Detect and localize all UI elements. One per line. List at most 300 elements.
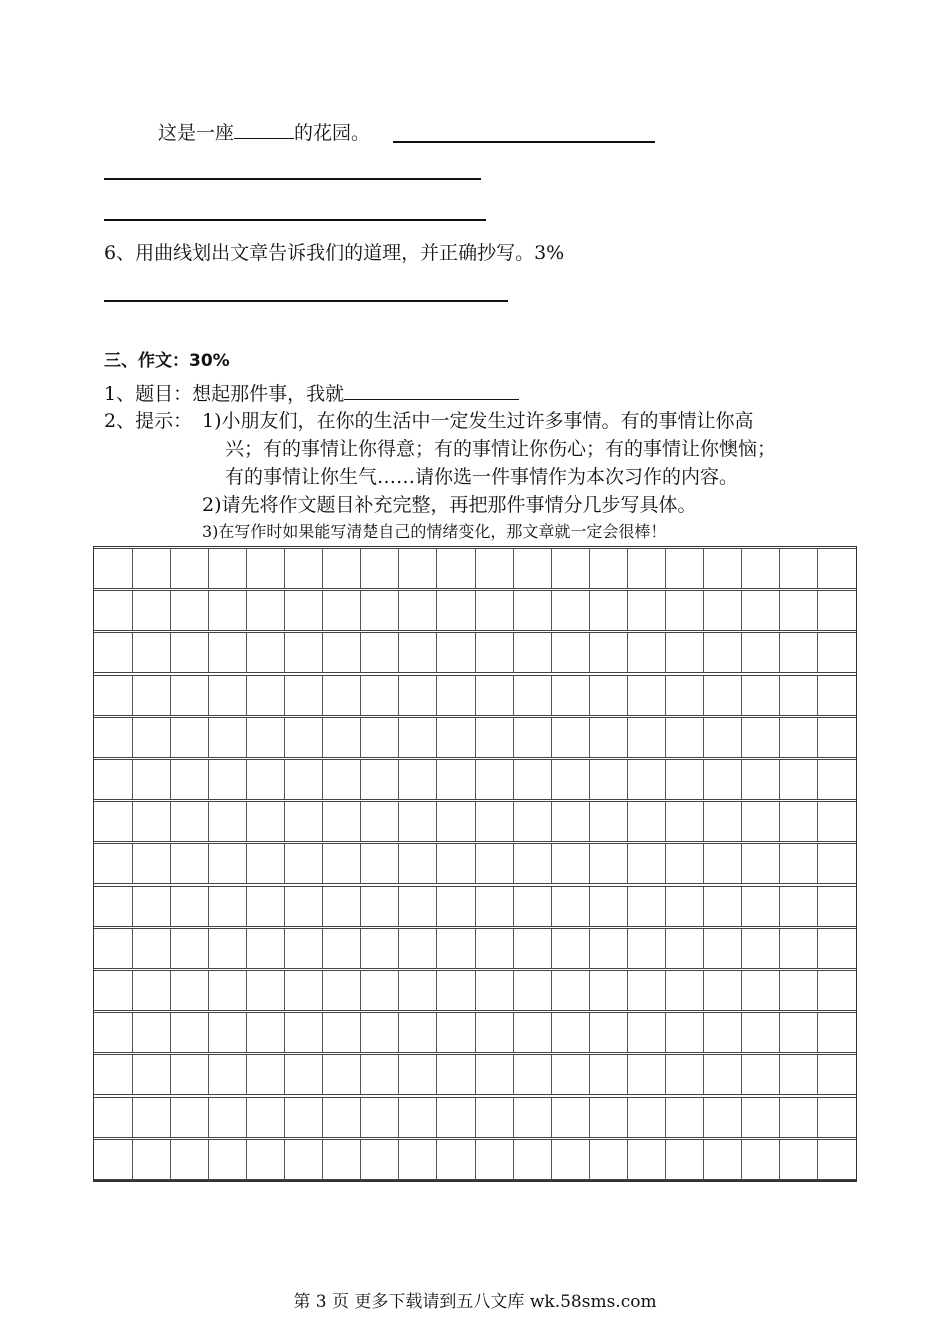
grid-cell[interactable] <box>779 760 780 799</box>
grid-cell[interactable] <box>360 676 361 715</box>
grid-cell[interactable] <box>475 1098 476 1137</box>
grid-cell[interactable] <box>817 549 818 588</box>
grid-cell[interactable] <box>627 549 628 588</box>
grid-cell[interactable] <box>398 844 399 883</box>
grid-cell[interactable] <box>284 549 285 588</box>
grid-cell[interactable] <box>589 633 590 672</box>
grid-cell[interactable] <box>627 887 628 926</box>
grid-cell[interactable] <box>589 1013 590 1052</box>
grid-cell[interactable] <box>665 1140 666 1179</box>
grid-cell[interactable] <box>436 971 437 1010</box>
grid-cell[interactable] <box>779 549 780 588</box>
grid-cell[interactable] <box>436 549 437 588</box>
grid-cell[interactable] <box>475 802 476 841</box>
grid-cell[interactable] <box>551 718 552 757</box>
grid-cell[interactable] <box>284 760 285 799</box>
grid-cell[interactable] <box>398 802 399 841</box>
grid-cell[interactable] <box>513 1013 514 1052</box>
grid-row <box>94 928 856 969</box>
grid-cell[interactable] <box>322 887 323 926</box>
grid-cell[interactable] <box>589 844 590 883</box>
grid-cell[interactable] <box>475 591 476 630</box>
grid-cell[interactable] <box>132 971 133 1010</box>
grid-cell[interactable] <box>322 1013 323 1052</box>
grid-cell[interactable] <box>475 549 476 588</box>
grid-cell[interactable] <box>779 887 780 926</box>
q5-answer-line-2[interactable] <box>104 178 481 180</box>
grid-cell[interactable] <box>360 887 361 926</box>
grid-cell[interactable] <box>627 760 628 799</box>
grid-cell[interactable] <box>436 760 437 799</box>
grid-cell[interactable] <box>513 760 514 799</box>
grid-cell[interactable] <box>475 971 476 1010</box>
grid-cell[interactable] <box>284 718 285 757</box>
grid-cell[interactable] <box>703 718 704 757</box>
grid-cell[interactable] <box>513 844 514 883</box>
grid-cell[interactable] <box>817 1013 818 1052</box>
grid-cell[interactable] <box>817 676 818 715</box>
grid-cell[interactable] <box>703 971 704 1010</box>
grid-cell[interactable] <box>170 1013 171 1052</box>
grid-cell[interactable] <box>817 1140 818 1179</box>
grid-cell[interactable] <box>132 591 133 630</box>
grid-cell[interactable] <box>208 971 209 1010</box>
grid-cell[interactable] <box>627 591 628 630</box>
grid-cell[interactable] <box>208 802 209 841</box>
grid-cell[interactable] <box>513 549 514 588</box>
grid-cell[interactable] <box>284 1140 285 1179</box>
grid-cell[interactable] <box>475 929 476 968</box>
grid-cell[interactable] <box>779 1140 780 1179</box>
grid-cell[interactable] <box>284 1013 285 1052</box>
grid-cell[interactable] <box>170 676 171 715</box>
grid-cell[interactable] <box>322 1055 323 1094</box>
grid-cell[interactable] <box>817 802 818 841</box>
grid-row <box>94 843 856 884</box>
grid-cell[interactable] <box>398 718 399 757</box>
grid-cell[interactable] <box>551 1140 552 1179</box>
grid-cell[interactable] <box>284 887 285 926</box>
grid-cell[interactable] <box>703 929 704 968</box>
grid-cell[interactable] <box>322 929 323 968</box>
grid-cell[interactable] <box>551 1013 552 1052</box>
grid-cell[interactable] <box>817 844 818 883</box>
grid-cell[interactable] <box>589 676 590 715</box>
grid-cell[interactable] <box>741 844 742 883</box>
grid-cell[interactable] <box>817 1055 818 1094</box>
grid-cell[interactable] <box>246 1098 247 1137</box>
grid-cell[interactable] <box>132 676 133 715</box>
grid-cell[interactable] <box>589 760 590 799</box>
grid-cell[interactable] <box>132 1098 133 1137</box>
grid-cell[interactable] <box>322 676 323 715</box>
grid-cell[interactable] <box>589 887 590 926</box>
grid-cell[interactable] <box>132 760 133 799</box>
grid-cell[interactable] <box>665 971 666 1010</box>
grid-cell[interactable] <box>551 802 552 841</box>
grid-cell[interactable] <box>703 676 704 715</box>
grid-cell[interactable] <box>665 760 666 799</box>
grid-cell[interactable] <box>779 633 780 672</box>
grid-cell[interactable] <box>170 844 171 883</box>
grid-cell[interactable] <box>551 929 552 968</box>
grid-cell[interactable] <box>475 1140 476 1179</box>
grid-cell[interactable] <box>360 1140 361 1179</box>
grid-cell[interactable] <box>551 887 552 926</box>
grid-row <box>94 801 856 842</box>
grid-cell[interactable] <box>589 591 590 630</box>
grid-cell[interactable] <box>132 549 133 588</box>
section3-title-text: 1、题目：想起那件事，我就 <box>104 383 345 405</box>
q5-answer-line-1[interactable] <box>393 141 655 143</box>
grid-cell[interactable] <box>132 1013 133 1052</box>
grid-cell[interactable] <box>779 844 780 883</box>
grid-row <box>94 548 856 589</box>
grid-cell[interactable] <box>360 549 361 588</box>
grid-cell[interactable] <box>779 971 780 1010</box>
grid-cell[interactable] <box>665 1098 666 1137</box>
grid-cell[interactable] <box>398 971 399 1010</box>
grid-cell[interactable] <box>322 1140 323 1179</box>
grid-cell[interactable] <box>741 1140 742 1179</box>
grid-cell[interactable] <box>398 760 399 799</box>
grid-cell[interactable] <box>398 929 399 968</box>
grid-cell[interactable] <box>246 633 247 672</box>
grid-cell[interactable] <box>170 1098 171 1137</box>
grid-cell[interactable] <box>513 971 514 1010</box>
grid-cell[interactable] <box>741 887 742 926</box>
grid-cell[interactable] <box>360 844 361 883</box>
grid-cell[interactable] <box>322 802 323 841</box>
grid-cell[interactable] <box>551 1055 552 1094</box>
grid-cell[interactable] <box>741 1098 742 1137</box>
grid-cell[interactable] <box>246 1013 247 1052</box>
grid-cell[interactable] <box>132 1140 133 1179</box>
grid-cell[interactable] <box>703 887 704 926</box>
grid-cell[interactable] <box>436 802 437 841</box>
grid-cell[interactable] <box>513 718 514 757</box>
grid-cell[interactable] <box>665 1055 666 1094</box>
grid-cell[interactable] <box>513 802 514 841</box>
grid-cell[interactable] <box>170 1055 171 1094</box>
grid-cell[interactable] <box>551 1098 552 1137</box>
grid-cell[interactable] <box>513 633 514 672</box>
grid-cell[interactable] <box>246 971 247 1010</box>
grid-cell[interactable] <box>551 549 552 588</box>
grid-cell[interactable] <box>741 633 742 672</box>
grid-cell[interactable] <box>703 549 704 588</box>
grid-cell[interactable] <box>475 676 476 715</box>
grid-cell[interactable] <box>741 760 742 799</box>
grid-cell[interactable] <box>322 633 323 672</box>
grid-cell[interactable] <box>170 549 171 588</box>
grid-cell[interactable] <box>170 718 171 757</box>
grid-cell[interactable] <box>208 760 209 799</box>
grid-cell[interactable] <box>398 1055 399 1094</box>
grid-cell[interactable] <box>436 633 437 672</box>
grid-cell[interactable] <box>208 718 209 757</box>
grid-cell[interactable] <box>475 760 476 799</box>
grid-cell[interactable] <box>475 718 476 757</box>
grid-cell[interactable] <box>208 1055 209 1094</box>
grid-cell[interactable] <box>322 844 323 883</box>
grid-cell[interactable] <box>170 929 171 968</box>
grid-cell[interactable] <box>589 718 590 757</box>
grid-cell[interactable] <box>208 549 209 588</box>
section3-title-blank[interactable] <box>344 379 519 400</box>
grid-cell[interactable] <box>589 971 590 1010</box>
grid-cell[interactable] <box>322 1098 323 1137</box>
grid-cell[interactable] <box>513 1098 514 1137</box>
grid-cell[interactable] <box>475 887 476 926</box>
grid-cell[interactable] <box>284 971 285 1010</box>
q5-answer-line-3[interactable] <box>104 219 486 221</box>
grid-cell[interactable] <box>551 676 552 715</box>
grid-cell[interactable] <box>360 633 361 672</box>
grid-cell[interactable] <box>627 1055 628 1094</box>
grid-cell[interactable] <box>741 1013 742 1052</box>
grid-cell[interactable] <box>779 929 780 968</box>
grid-cell[interactable] <box>703 633 704 672</box>
grid-cell[interactable] <box>475 1055 476 1094</box>
grid-cell[interactable] <box>779 718 780 757</box>
grid-row <box>94 759 856 800</box>
grid-cell[interactable] <box>627 718 628 757</box>
grid-cell[interactable] <box>589 1098 590 1137</box>
grid-cell[interactable] <box>246 591 247 630</box>
grid-cell[interactable] <box>817 718 818 757</box>
grid-cell[interactable] <box>436 929 437 968</box>
grid-cell[interactable] <box>360 591 361 630</box>
grid-cell[interactable] <box>703 1055 704 1094</box>
grid-cell[interactable] <box>779 1013 780 1052</box>
grid-cell[interactable] <box>513 887 514 926</box>
grid-cell[interactable] <box>703 1013 704 1052</box>
grid-cell[interactable] <box>170 760 171 799</box>
grid-cell[interactable] <box>513 1055 514 1094</box>
grid-cell[interactable] <box>322 549 323 588</box>
grid-cell[interactable] <box>817 760 818 799</box>
grid-cell[interactable] <box>360 1055 361 1094</box>
grid-row <box>94 632 856 673</box>
grid-cell[interactable] <box>665 1013 666 1052</box>
grid-cell[interactable] <box>513 676 514 715</box>
grid-cell[interactable] <box>551 971 552 1010</box>
grid-cell[interactable] <box>589 929 590 968</box>
grid-cell[interactable] <box>817 887 818 926</box>
grid-cell[interactable] <box>360 1098 361 1137</box>
grid-cell[interactable] <box>360 929 361 968</box>
grid-cell[interactable] <box>627 676 628 715</box>
grid-cell[interactable] <box>284 1098 285 1137</box>
grid-cell[interactable] <box>360 760 361 799</box>
grid-cell[interactable] <box>589 549 590 588</box>
grid-cell[interactable] <box>208 633 209 672</box>
grid-cell[interactable] <box>132 718 133 757</box>
grid-cell[interactable] <box>246 676 247 715</box>
grid-cell[interactable] <box>703 844 704 883</box>
grid-cell[interactable] <box>665 549 666 588</box>
grid-cell[interactable] <box>703 591 704 630</box>
grid-cell[interactable] <box>322 718 323 757</box>
grid-cell[interactable] <box>398 676 399 715</box>
grid-cell[interactable] <box>208 844 209 883</box>
grid-cell[interactable] <box>665 929 666 968</box>
grid-cell[interactable] <box>246 1140 247 1179</box>
grid-cell[interactable] <box>436 1055 437 1094</box>
grid-cell[interactable] <box>132 1055 133 1094</box>
grid-cell[interactable] <box>132 844 133 883</box>
grid-cell[interactable] <box>246 1055 247 1094</box>
grid-cell[interactable] <box>665 633 666 672</box>
grid-cell[interactable] <box>170 802 171 841</box>
section3-hint3: 3)在写作时如果能写清楚自己的情绪变化，那文章就一定会很棒！ <box>202 522 667 541</box>
grid-cell[interactable] <box>703 802 704 841</box>
grid-cell[interactable] <box>627 971 628 1010</box>
grid-cell[interactable] <box>551 760 552 799</box>
grid-cell[interactable] <box>741 549 742 588</box>
grid-cell[interactable] <box>436 887 437 926</box>
grid-cell[interactable] <box>284 633 285 672</box>
grid-cell[interactable] <box>665 844 666 883</box>
grid-cell[interactable] <box>436 591 437 630</box>
grid-cell[interactable] <box>170 971 171 1010</box>
grid-cell[interactable] <box>817 1098 818 1137</box>
grid-cell[interactable] <box>398 591 399 630</box>
grid-cell[interactable] <box>398 549 399 588</box>
grid-cell[interactable] <box>817 591 818 630</box>
grid-cell[interactable] <box>208 887 209 926</box>
grid-cell[interactable] <box>665 676 666 715</box>
grid-cell[interactable] <box>627 1140 628 1179</box>
grid-cell[interactable] <box>170 591 171 630</box>
grid-cell[interactable] <box>170 1140 171 1179</box>
grid-cell[interactable] <box>208 1013 209 1052</box>
grid-cell[interactable] <box>627 844 628 883</box>
grid-cell[interactable] <box>246 802 247 841</box>
q5-blank-short[interactable] <box>234 118 294 139</box>
grid-cell[interactable] <box>817 633 818 672</box>
grid-cell[interactable] <box>284 676 285 715</box>
grid-cell[interactable] <box>627 802 628 841</box>
grid-cell[interactable] <box>741 676 742 715</box>
grid-cell[interactable] <box>208 591 209 630</box>
grid-cell[interactable] <box>436 1013 437 1052</box>
grid-cell[interactable] <box>665 591 666 630</box>
grid-cell[interactable] <box>703 1098 704 1137</box>
grid-cell[interactable] <box>398 1013 399 1052</box>
grid-cell[interactable] <box>284 591 285 630</box>
grid-cell[interactable] <box>589 802 590 841</box>
grid-cell[interactable] <box>360 1013 361 1052</box>
grid-cell[interactable] <box>398 633 399 672</box>
grid-cell[interactable] <box>779 802 780 841</box>
grid-cell[interactable] <box>741 971 742 1010</box>
grid-cell[interactable] <box>284 1055 285 1094</box>
grid-cell[interactable] <box>779 1055 780 1094</box>
grid-cell[interactable] <box>322 591 323 630</box>
grid-cell[interactable] <box>665 802 666 841</box>
grid-cell[interactable] <box>551 844 552 883</box>
grid-cell[interactable] <box>208 929 209 968</box>
grid-cell[interactable] <box>132 802 133 841</box>
grid-cell[interactable] <box>513 929 514 968</box>
grid-cell[interactable] <box>817 971 818 1010</box>
grid-cell[interactable] <box>360 971 361 1010</box>
grid-cell[interactable] <box>627 633 628 672</box>
grid-cell[interactable] <box>475 633 476 672</box>
grid-cell[interactable] <box>208 1140 209 1179</box>
grid-cell[interactable] <box>741 929 742 968</box>
grid-cell[interactable] <box>551 633 552 672</box>
grid-cell[interactable] <box>703 1140 704 1179</box>
composition-grid[interactable] <box>93 546 857 1182</box>
grid-cell[interactable] <box>398 1098 399 1137</box>
grid-cell[interactable] <box>284 929 285 968</box>
grid-cell[interactable] <box>398 887 399 926</box>
grid-cell[interactable] <box>246 760 247 799</box>
grid-cell[interactable] <box>627 1013 628 1052</box>
grid-cell[interactable] <box>322 760 323 799</box>
grid-cell[interactable] <box>246 844 247 883</box>
grid-cell[interactable] <box>779 1098 780 1137</box>
grid-cell[interactable] <box>170 887 171 926</box>
grid-cell[interactable] <box>246 549 247 588</box>
grid-cell[interactable] <box>208 676 209 715</box>
grid-cell[interactable] <box>246 929 247 968</box>
grid-cell[interactable] <box>513 591 514 630</box>
grid-cell[interactable] <box>627 1098 628 1137</box>
grid-cell[interactable] <box>665 718 666 757</box>
grid-cell[interactable] <box>703 760 704 799</box>
grid-cell[interactable] <box>436 1098 437 1137</box>
grid-cell[interactable] <box>284 844 285 883</box>
q6-answer-line[interactable] <box>104 300 508 302</box>
grid-cell[interactable] <box>627 929 628 968</box>
grid-cell[interactable] <box>398 1140 399 1179</box>
grid-cell[interactable] <box>246 887 247 926</box>
grid-cell[interactable] <box>208 1098 209 1137</box>
grid-cell[interactable] <box>741 718 742 757</box>
grid-cell[interactable] <box>132 929 133 968</box>
grid-cell[interactable] <box>132 887 133 926</box>
grid-cell[interactable] <box>779 591 780 630</box>
grid-cell[interactable] <box>322 971 323 1010</box>
grid-cell[interactable] <box>779 676 780 715</box>
grid-cell[interactable] <box>436 844 437 883</box>
grid-cell[interactable] <box>589 1055 590 1094</box>
grid-cell[interactable] <box>360 802 361 841</box>
grid-cell[interactable] <box>284 802 285 841</box>
grid-cell[interactable] <box>475 1013 476 1052</box>
grid-cell[interactable] <box>246 718 247 757</box>
grid-cell[interactable] <box>360 718 361 757</box>
grid-cell[interactable] <box>665 887 666 926</box>
grid-cell[interactable] <box>817 929 818 968</box>
grid-cell[interactable] <box>132 633 133 672</box>
grid-cell[interactable] <box>436 718 437 757</box>
grid-cell[interactable] <box>513 1140 514 1179</box>
grid-cell[interactable] <box>475 844 476 883</box>
grid-cell[interactable] <box>741 802 742 841</box>
grid-cell[interactable] <box>589 1140 590 1179</box>
grid-cell[interactable] <box>741 591 742 630</box>
grid-cell[interactable] <box>741 1055 742 1094</box>
grid-cell[interactable] <box>436 1140 437 1179</box>
grid-cell[interactable] <box>551 591 552 630</box>
grid-cell[interactable] <box>436 676 437 715</box>
grid-cell[interactable] <box>170 633 171 672</box>
